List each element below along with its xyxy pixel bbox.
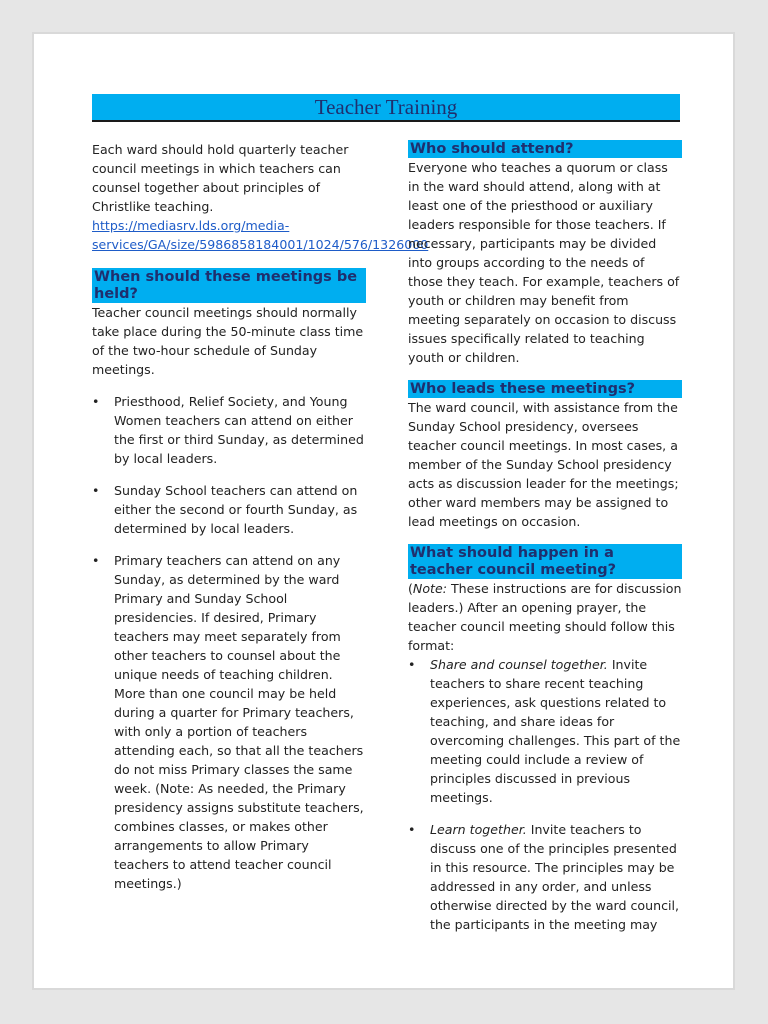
- note-label: Note:: [412, 581, 447, 596]
- attend-paragraph: Everyone who teaches a quorum or class in the ward should attend, along with at least one of the priesthood or auxiliary leaders responsible for those teachers. If necessary, participants may be divided into groups according to the needs of those they teach. For example, teachers of youth or children may benefit from meeting separately on occasion to discuss issues specifically related to teaching youth or children.: [408, 160, 680, 365]
- left-column: [92, 140, 429, 893]
- intro-text: Each ward should hold quarterly teacher council meetings in which teachers can counsel together about principles of Christlike teaching.: [92, 142, 349, 214]
- right-column: [408, 140, 682, 934]
- heading-what-happens: What should happen in a teacher council meeting?: [408, 544, 682, 579]
- list-item: • Learn together. Invite teachers to discuss one of the principles presented in this resource. The principles may be addressed in any order, and unless otherwise directed by the ward council, the participants in the meeting may: [408, 820, 682, 934]
- media-link[interactable]: https://mediasrv.lds.org/media-services/GA/size/5986858184001/1024/576/1326000: [92, 218, 429, 252]
- document-page: [32, 32, 735, 990]
- heading-who-leads: Who leads these meetings?: [408, 380, 682, 398]
- heading-when: When should these meetings be held?: [92, 268, 366, 303]
- intro-paragraph: [92, 140, 429, 254]
- list-item: • Priesthood, Relief Society, and Young Women teachers can attend on either the first or third Sunday, as determined by local leaders.: [92, 392, 366, 468]
- document-title: Teacher Training: [314, 95, 458, 119]
- when-paragraph: Teacher council meetings should normally take place during the 50-minute class time of the two-hour schedule of Sunday meetings.: [92, 305, 364, 377]
- format-list: [408, 655, 682, 934]
- heading-who-attend: Who should attend?: [408, 140, 682, 158]
- leads-paragraph: The ward council, with assistance from the Sunday School presidency, oversees teacher council meetings. In most cases, a member of the Sunday School presidency acts as discussion leader for the meetings; other ward members may be assigned to lead meetings on occasion.: [408, 400, 679, 529]
- format-paragraph: (Note: These instructions are for discussion leaders.) After an opening prayer, the teacher council meeting should follow this format:: [408, 581, 682, 653]
- list-item: • Primary teachers can attend on any Sunday, as determined by the ward Primary and Sunday School presidencies. If desired, Primary teachers may meet separately from other teachers to counsel about the unique needs of teaching children. More than one council may be held during a quarter for Primary teachers, with only a portion of teachers attending each, so that all the teachers do not miss Primary classes the same week. (Note: As needed, the Primary presidency assigns substitute teachers, combines classes, or makes other arrangements to allow Primary teachers to attend teacher council meetings.): [92, 551, 366, 893]
- list-item: • Sunday School teachers can attend on either the second or fourth Sunday, as determined by local leaders.: [92, 481, 366, 538]
- list-item: • Share and counsel together. Invite teachers to share recent teaching experiences, ask questions related to teaching, and share ideas for overcoming challenges. This part of the meeting could include a review of principles discussed in previous meetings.: [408, 655, 682, 807]
- schedule-list: [92, 392, 366, 893]
- title-bar: [92, 94, 680, 122]
